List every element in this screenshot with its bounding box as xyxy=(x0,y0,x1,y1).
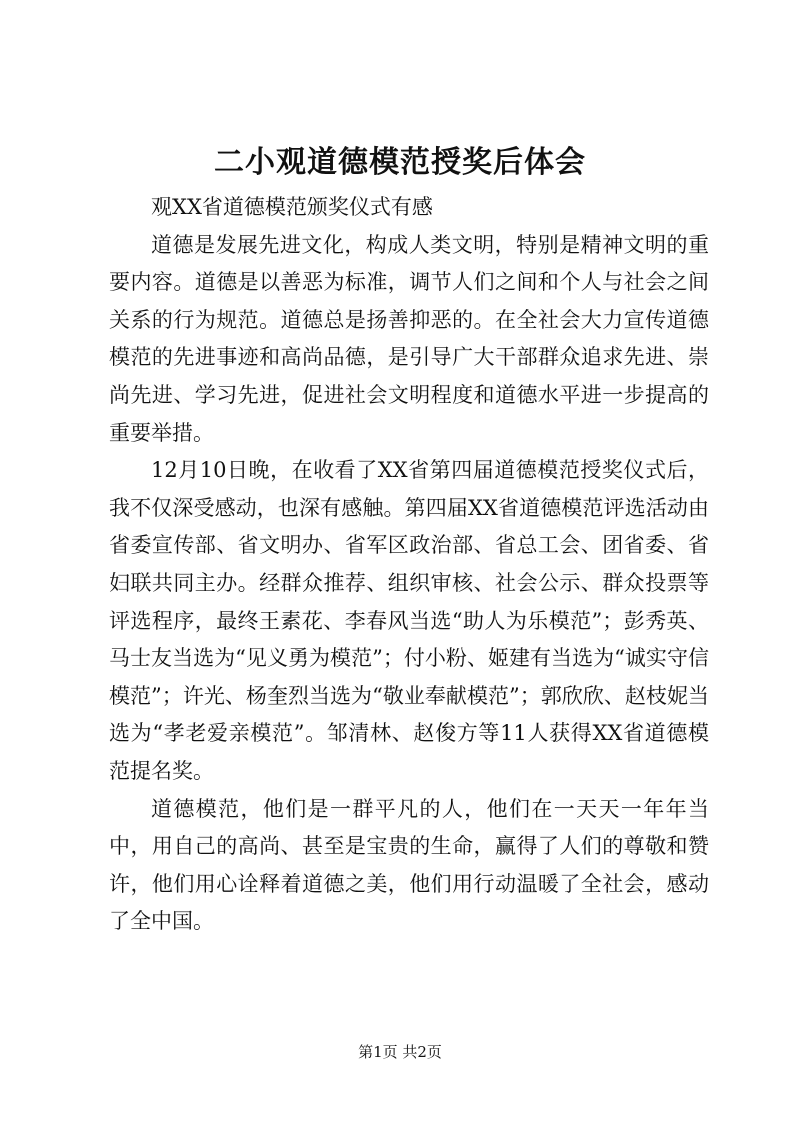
paragraph-2: 12月10日晚，在收看了XX省第四届道德模范授奖仪式后，我不仅深受感动，也深有感触。第四届XX省道德模范评选活动由省委宣传部、省文明办、省军区政治部、省总工会、团省委、省妇联共同主办。经群众推荐、组织审核、社会公示、群众投票等评选程序，最终王素花、李春风当选“助人为乐模范”；彭秀英、马士友当选为“见义勇为模范”；付小粉、姬建有当选为“诚实守信模范”；许光、杨奎烈当选为“敬业奉献模范”；郭欣欣、赵枝妮当选为“孝老爱亲模范”。邹清林、赵俊方等11人获得XX省道德模范提名奖。 xyxy=(109,458,709,783)
paragraph-1: 道德是发展先进文化，构成人类文明，特别是精神文明的重要内容。道德是以善恶为标准，调节人们之间和个人与社会之间关系的行为规范。道德总是扬善抑恶的。在全社会大力宣传道德模范的先进事迹和高尚品德，是引导广大干部群众追求先进、崇尚先进、学习先进，促进社会文明程度和道德水平进一步提高的重要举措。 xyxy=(109,232,709,445)
document-subtitle: 观XX省道德模范颁奖仪式有感 xyxy=(151,195,433,219)
document-body xyxy=(109,189,709,941)
document-title: 二小观道德模范授奖后体会 xyxy=(214,145,586,180)
page-number-footer: 第1页 共2页 xyxy=(358,1043,442,1061)
paragraph-3: 道德模范，他们是一群平凡的人，他们在一天天一年年当中，用自己的高尚、甚至是宝贵的生命，赢得了人们的尊敬和赞许，他们用心诠释着道德之美，他们用行动温暖了全社会，感动了全中国。 xyxy=(109,796,709,934)
